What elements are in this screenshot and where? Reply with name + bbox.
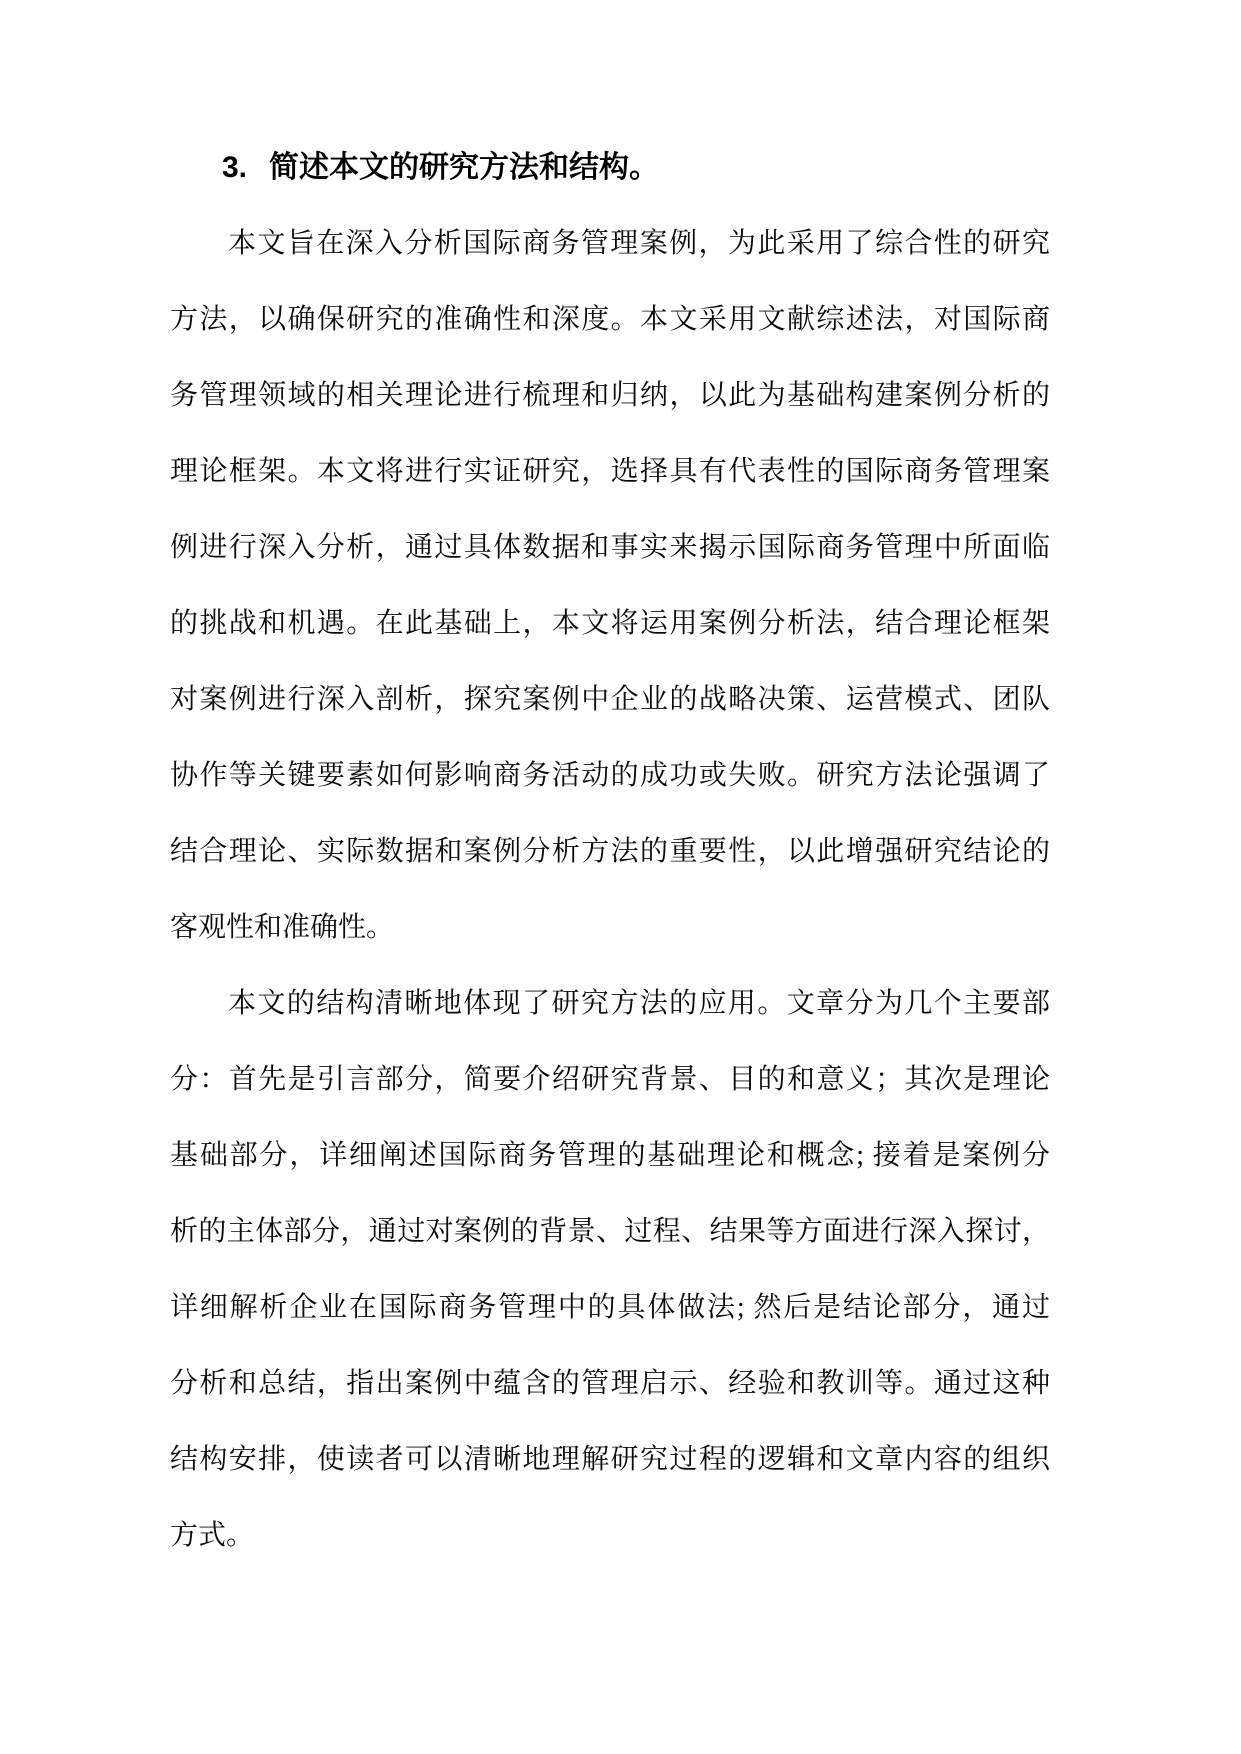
text-line: 分：首先是引言部分，简要介绍研究背景、目的和意义；其次是理论: [170, 1064, 1050, 1095]
text-line: 基础部分，详细阐述国际商务管理的基础理论和概念; 接着是案例分: [170, 1140, 1050, 1171]
text-line: 的挑战和机遇。在此基础上，本文将运用案例分析法，结合理论框架: [170, 608, 1050, 639]
text-line: 客观性和准确性。: [170, 912, 395, 943]
paragraph-research-methodology: [170, 206, 1050, 966]
text-line: 对案例进行深入剖析，探究案例中企业的战略决策、运营模式、团队: [170, 684, 1050, 715]
heading-text: 简述本文的研究方法和结构。: [269, 151, 660, 184]
text-line: 分析和总结，指出案例中蕴含的管理启示、经验和教训等。通过这种: [170, 1368, 1050, 1399]
text-line: 详细解析企业在国际商务管理中的具体做法; 然后是结论部分，通过: [170, 1292, 1050, 1323]
text-line: 理论框架。本文将进行实证研究，选择具有代表性的国际商务管理案: [170, 456, 1050, 487]
text-line: 方式。: [170, 1520, 255, 1551]
text-line: 析的主体部分，通过对案例的背景、过程、结果等方面进行深入探讨，: [170, 1216, 1050, 1247]
text-line: 例进行深入分析，通过具体数据和事实来揭示国际商务管理中所面临: [170, 532, 1050, 563]
text-line: 本文旨在深入分析国际商务管理案例，为此采用了综合性的研究: [228, 228, 1050, 259]
text-line: 务管理领域的相关理论进行梳理和归纳，以此为基础构建案例分析的: [170, 380, 1050, 411]
text-line: 方法，以确保研究的准确性和深度。本文采用文献综述法，对国际商: [170, 304, 1050, 335]
text-line: 本文的结构清晰地体现了研究方法的应用。文章分为几个主要部: [228, 988, 1050, 1019]
text-line: 协作等关键要素如何影响商务活动的成功或失败。研究方法论强调了: [170, 760, 1050, 791]
text-line: 结构安排，使读者可以清晰地理解研究过程的逻辑和文章内容的组织: [170, 1444, 1050, 1475]
document-page: [170, 130, 1050, 1574]
heading-number: 3.: [222, 151, 248, 184]
text-line: 结合理论、实际数据和案例分析方法的重要性，以此增强研究结论的: [170, 836, 1050, 867]
section-heading: [170, 130, 1050, 206]
paragraph-article-structure: [170, 966, 1050, 1574]
